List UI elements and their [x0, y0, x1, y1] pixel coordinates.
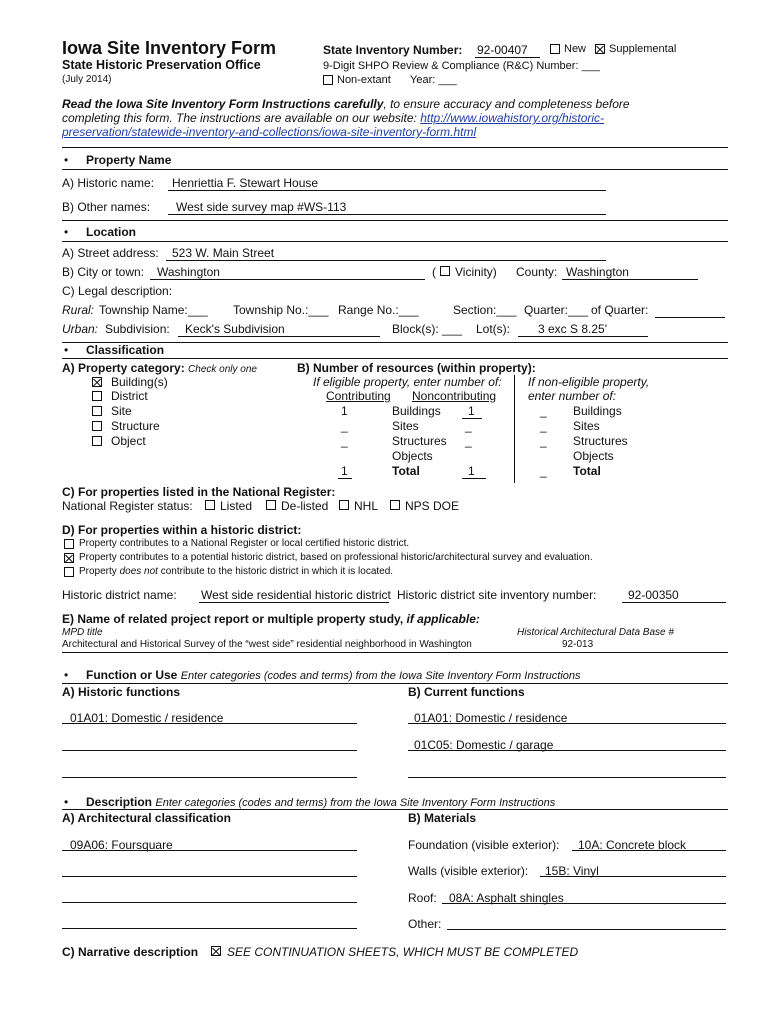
form-date: (July 2014): [62, 74, 112, 85]
noncontributing-sites[interactable]: _: [465, 419, 472, 433]
bullet-icon: •: [64, 153, 69, 167]
category-building-checkbox[interactable]: [92, 377, 102, 387]
property-category-label: A) Property category: Check only one: [62, 361, 257, 375]
nr-nhl-label: NHL: [354, 499, 379, 513]
noneligible-buildings[interactable]: _: [540, 404, 547, 418]
inventory-number-value[interactable]: 92-00407: [477, 43, 528, 57]
historic-function-1[interactable]: 01A01: Domestic / residence: [70, 711, 224, 725]
township-name-label[interactable]: Township Name:___: [99, 303, 208, 317]
subdivision-label: Subdivision:: [105, 322, 170, 336]
eligible-label: If eligible property, enter number of:: [313, 375, 502, 389]
township-no-label[interactable]: Township No.:___: [233, 303, 329, 317]
form-title: Iowa Site Inventory Form: [62, 38, 277, 58]
inventory-number-label: State Inventory Number:: [323, 43, 463, 57]
walls-value[interactable]: 15B: Vinyl: [545, 864, 599, 878]
category-site-label: Site: [111, 404, 132, 418]
contributing-buildings[interactable]: 1: [341, 404, 348, 418]
instructions-line1: [62, 97, 630, 111]
roof-label: Roof:: [408, 891, 437, 905]
district-option2-label: Property contributes to a potential historic district, based on professional historic/architectural survey and evaluation.: [79, 552, 593, 563]
noncontributing-header: Noncontributing: [412, 389, 497, 403]
noneligible-total[interactable]: _: [540, 464, 547, 478]
range-no-label[interactable]: Range No.:___: [338, 303, 419, 317]
national-register-heading: C) For properties listed in the National Register:: [62, 485, 336, 499]
noneligible-label-2: enter number of:: [528, 389, 617, 403]
category-structure-checkbox[interactable]: [92, 421, 102, 431]
district-heading: D) For properties within a historic district:: [62, 523, 302, 537]
supplemental-checkbox[interactable]: [595, 44, 605, 54]
bullet-icon: •: [64, 225, 69, 239]
category-note: Check only one: [188, 364, 257, 375]
arch-classification-label: A) Architectural classification: [62, 811, 231, 825]
function-heading-row: [86, 668, 581, 682]
blocks-label[interactable]: Block(s): ___: [392, 322, 463, 336]
foundation-label: Foundation (visible exterior):: [408, 838, 560, 852]
resources-label: B) Number of resources (within property):: [297, 361, 536, 375]
nr-listed-label: Listed: [220, 499, 253, 513]
lots-label: Lot(s):: [476, 322, 511, 336]
other-names-value[interactable]: West side survey map #WS-113: [176, 200, 347, 214]
nr-npsdoe-checkbox[interactable]: [390, 500, 400, 510]
district-site-number-value[interactable]: 92-00350: [628, 588, 679, 602]
category-structure-label: Structure: [111, 419, 160, 433]
district-option3-checkbox[interactable]: [64, 567, 74, 577]
rural-label: Rural:: [62, 303, 95, 317]
database-label: Historical Architectural Data Base #: [517, 627, 674, 638]
instructions-line2: [62, 111, 604, 125]
category-district-checkbox[interactable]: [92, 391, 102, 401]
county-label: County:: [516, 265, 558, 279]
instructions-emphasis: Read the Iowa Site Inventory Form Instructions carefully: [62, 97, 384, 111]
type-buildings: Buildings: [392, 404, 441, 418]
noneligible-type-total: Total: [573, 464, 601, 478]
function-note: Enter categories (codes and terms) from the Iowa Site Inventory Form Instructions: [180, 670, 581, 682]
narrative-checkbox[interactable]: [211, 946, 221, 956]
district-option1-label: Property contributes to a National Register or local certified historic district.: [79, 538, 410, 549]
description-heading-row: [86, 795, 555, 809]
category-building-label: Building(s): [111, 375, 168, 389]
street-address-value[interactable]: 523 W. Main Street: [172, 246, 275, 260]
property-name-heading: Property Name: [86, 153, 172, 167]
new-checkbox[interactable]: [550, 44, 560, 54]
district-option2-checkbox[interactable]: [64, 553, 74, 563]
district-option1-checkbox[interactable]: [64, 539, 74, 549]
roof-value[interactable]: 08A: Asphalt shingles: [449, 891, 564, 905]
noneligible-type-buildings: Buildings: [573, 404, 622, 418]
quarter-label[interactable]: Quarter:___: [524, 303, 589, 317]
related-heading: E) Name of related project report or multiple property study, if applicable:: [62, 612, 480, 626]
nr-status-label: National Register status:: [62, 499, 193, 513]
instructions-link-part1[interactable]: http://www.iowahistory.org/historic-: [420, 111, 605, 125]
category-district-label: District: [111, 389, 148, 403]
location-heading: Location: [86, 225, 136, 239]
historic-name-value[interactable]: Henriettia F. Stewart House: [172, 176, 319, 190]
supplemental-label: Supplemental: [609, 43, 677, 55]
related-project-value[interactable]: Architectural and Historical Survey of the “west side” residential neighborhood in Washington: [62, 639, 472, 650]
noncontributing-total[interactable]: 1: [468, 464, 475, 478]
year-label: Year: ___: [410, 74, 457, 86]
category-object-checkbox[interactable]: [92, 436, 102, 446]
noncontributing-buildings[interactable]: 1: [468, 404, 475, 418]
historic-functions-label: A) Historic functions: [62, 685, 181, 699]
city-value[interactable]: Washington: [157, 265, 220, 279]
nonextant-checkbox[interactable]: [323, 75, 333, 85]
contributing-sites[interactable]: _: [341, 419, 348, 433]
vicinity-paren: (: [432, 265, 436, 279]
district-name-value[interactable]: West side residential historic district: [201, 588, 391, 602]
district-name-label: Historic district name:: [62, 588, 177, 602]
other-material-label: Other:: [408, 917, 442, 931]
materials-label: B) Materials: [408, 811, 477, 825]
legal-description-label: C) Legal description:: [62, 284, 173, 298]
of-quarter-label: of Quarter:: [591, 303, 649, 317]
new-label: New: [564, 43, 587, 55]
county-value[interactable]: Washington: [566, 265, 629, 279]
nr-nhl-checkbox[interactable]: [339, 500, 349, 510]
rc-number-label: 9-Digit SHPO Review & Compliance (R&C) Number: ___: [323, 60, 600, 72]
database-value[interactable]: 92-013: [562, 639, 594, 650]
description-heading: Description: [86, 795, 153, 809]
city-label: B) City or town:: [62, 265, 145, 279]
current-function-2[interactable]: 01C05: Domestic / garage: [414, 738, 554, 752]
nr-npsdoe-label: NPS DOE: [405, 499, 460, 513]
noneligible-label-1: If non-eligible property,: [528, 375, 650, 389]
contributing-header: Contributing: [326, 389, 391, 403]
description-note: Enter categories (codes and terms) from the Iowa Site Inventory Form Instructions: [155, 797, 556, 809]
noncontributing-structures[interactable]: _: [465, 434, 472, 448]
vicinity-label: Vicinity): [455, 265, 497, 279]
type-sites: Sites: [392, 419, 419, 433]
narrative-label: C) Narrative description: [62, 945, 199, 959]
bullet-icon: •: [64, 795, 69, 809]
type-structures: Structures: [392, 434, 447, 448]
urban-label: Urban:: [62, 322, 99, 336]
instructions-link-part2[interactable]: preservation/statewide-inventory-and-collections/iowa-site-inventory-form.html: [62, 125, 477, 139]
noneligible-type-sites: Sites: [573, 419, 600, 433]
nr-delisted-label: De-listed: [281, 499, 329, 513]
noneligible-sites[interactable]: _: [540, 419, 547, 433]
street-address-label: A) Street address:: [62, 246, 159, 260]
mpd-title-label: MPD title: [62, 627, 103, 638]
instructions-text: completing this form. The instructions are available on our website:: [62, 111, 417, 125]
noneligible-structures[interactable]: _: [540, 434, 547, 448]
nonextant-label: Non-extant: [337, 74, 391, 86]
contributing-structures[interactable]: _: [341, 434, 348, 448]
bullet-icon: •: [64, 668, 69, 682]
arch-classification-1[interactable]: 09A06: Foursquare: [70, 838, 173, 852]
narrative-note: SEE CONTINUATION SHEETS, WHICH MUST BE COMPLETED: [227, 945, 579, 959]
foundation-value[interactable]: 10A: Concrete block: [578, 838, 687, 852]
category-site-checkbox[interactable]: [92, 406, 102, 416]
function-heading: Function or Use: [86, 668, 178, 682]
subdivision-value[interactable]: Keck's Subdivision: [185, 322, 285, 336]
bullet-icon: •: [64, 343, 69, 357]
nr-listed-checkbox[interactable]: [205, 500, 215, 510]
classification-heading: Classification: [86, 343, 165, 357]
noneligible-type-structures: Structures: [573, 434, 628, 448]
noneligible-type-objects: Objects: [573, 449, 614, 463]
current-functions-label: B) Current functions: [408, 685, 525, 699]
type-objects: Objects: [392, 449, 433, 463]
lots-value[interactable]: 3 exc S 8.25': [538, 322, 607, 336]
district-option3-label: Property does not contribute to the historic district in which it is located.: [79, 566, 394, 577]
nr-delisted-checkbox[interactable]: [266, 500, 276, 510]
contributing-total[interactable]: 1: [341, 464, 348, 478]
section-label[interactable]: Section:___: [453, 303, 517, 317]
vicinity-checkbox[interactable]: [440, 266, 450, 276]
other-names-label: B) Other names:: [62, 200, 151, 214]
district-site-number-label: Historic district site inventory number:: [397, 588, 597, 602]
instructions-rest: , to ensure accuracy and completeness before: [383, 97, 630, 111]
historic-name-label: A) Historic name:: [62, 176, 155, 190]
office-name: State Historic Preservation Office: [62, 58, 261, 72]
current-function-1[interactable]: 01A01: Domestic / residence: [414, 711, 568, 725]
walls-label: Walls (visible exterior):: [408, 864, 529, 878]
type-total: Total: [392, 464, 420, 478]
category-object-label: Object: [111, 434, 146, 448]
